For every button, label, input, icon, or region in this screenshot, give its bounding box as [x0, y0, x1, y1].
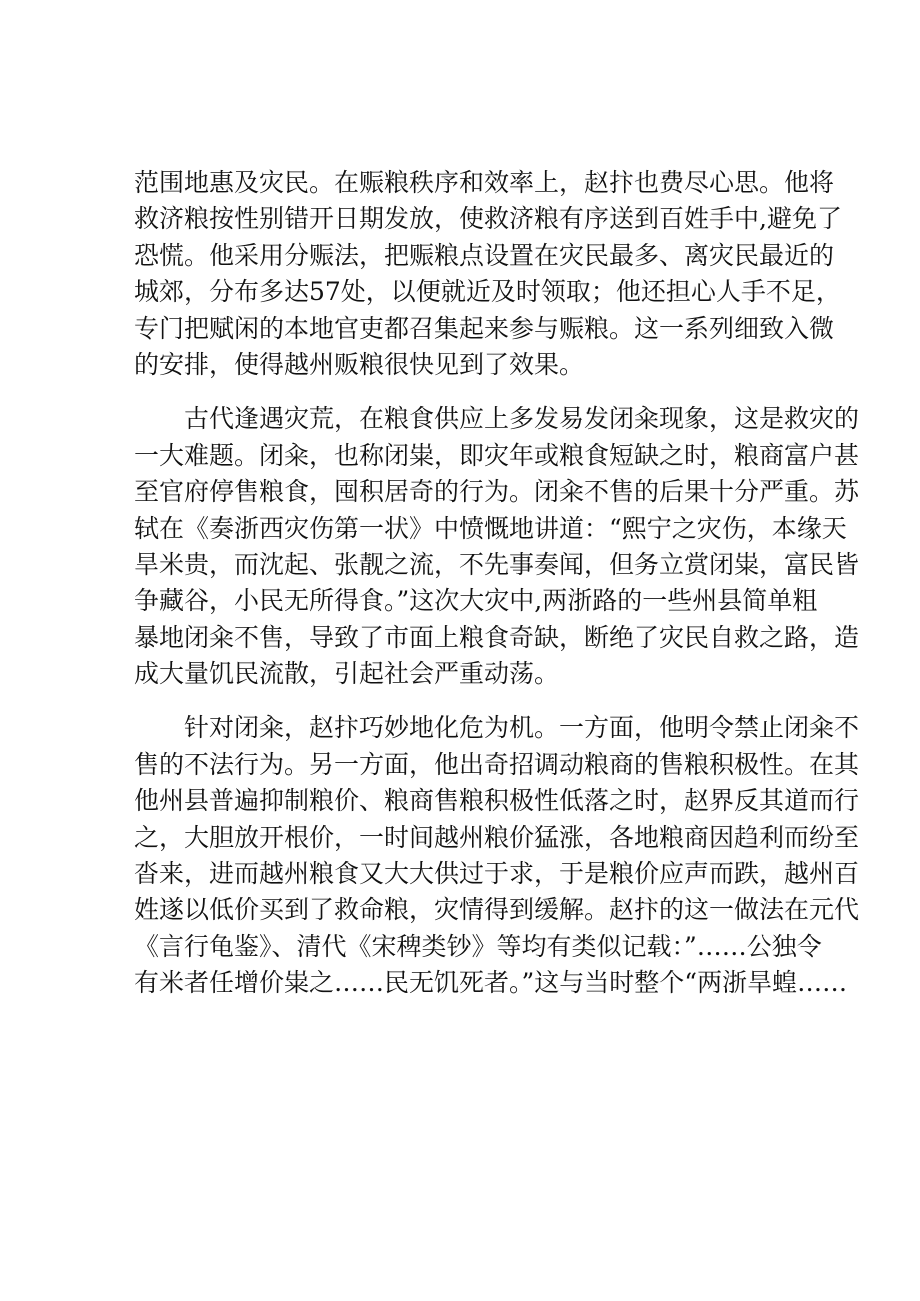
text-line: 有米者任增价粜之……民无饥死者。”这与当时整个“两浙旱蝗……: [134, 968, 848, 998]
text-line: 《言行龟鉴》、清代《宋稗类钞》等均有类似记载：”……公独令: [134, 931, 822, 961]
text-line: 争藏谷，小民无所得食。”这次大灾中,两浙路的一些州县简单粗: [134, 586, 818, 616]
text-line: 姓遂以低价买到了救命粮，灾情得到缓解。赵抃的这一做法在元代: [134, 895, 860, 925]
text-line: 至官府停售粮食，囤积居奇的行为。闭籴不售的后果十分严重。苏: [134, 477, 860, 507]
text-line: 范围地惠及灾民。在赈粮秩序和效率上，赵抃也费尽心思。他将: [134, 168, 835, 197]
text-line: 城郊，分布多达57处，以便就近及时领取；他还担心人手不足，: [134, 277, 841, 307]
text-line: 专门把赋闲的本地官吏都召集起来参与赈粮。这一系列细致入微: [134, 313, 835, 343]
text-line: 针对闭籴，赵抃巧妙地化危为机。一方面，他明令禁止闭籴不: [134, 713, 860, 743]
text-line: 他州县普遍抑制粮价、粮商售粮积极性低落之时，赵界反其道而行: [134, 786, 860, 816]
paragraph-2: [134, 401, 860, 692]
text-line: 恐慌。他采用分赈法，把赈粮点设置在灾民最多、离灾民最近的: [134, 240, 835, 270]
text-line: 的安排，使得越州贩粮很快见到了效果。: [134, 349, 585, 379]
paragraph-1: [134, 165, 842, 383]
article-body: [134, 165, 860, 1020]
text-line: 一大难题。闭籴，也称闭粜，即灾年或粮食短缺之时，粮商富户甚: [134, 440, 860, 470]
paragraph-3: [134, 710, 860, 1001]
text-line: 救济粮按性别错开日期发放，使救济粮有序送到百姓手中,避免了: [134, 204, 842, 234]
text-line: 暴地闭籴不售，导致了市面上粮食奇缺，断绝了灾民自救之路，造: [134, 622, 860, 652]
text-line: 之，大胆放开根价，一时间越州粮价猛涨，各地粮商因趋利而纷至: [134, 822, 860, 852]
text-line: 旱米贵，而沈起、张靓之流，不先事奏闻，但务立赏闭粜，富民皆: [134, 549, 860, 579]
text-line: 售的不法行为。另一方面，他出奇招调动粮商的售粮积极性。在其: [134, 749, 860, 779]
text-line: 沓来，进而越州粮食又大大供过于求，于是粮价应声而跌，越州百: [134, 859, 860, 889]
text-line: 古代逢遇灾荒，在粮食供应上多发易发闭籴现象，这是救灾的: [134, 404, 860, 434]
text-line: 轼在《奏浙西灾伤第一状》中愤慨地讲道：“熙宁之灾伤，本缘天: [134, 513, 847, 543]
text-line: 成大量饥民流散，引起社会严重动荡。: [134, 659, 560, 689]
